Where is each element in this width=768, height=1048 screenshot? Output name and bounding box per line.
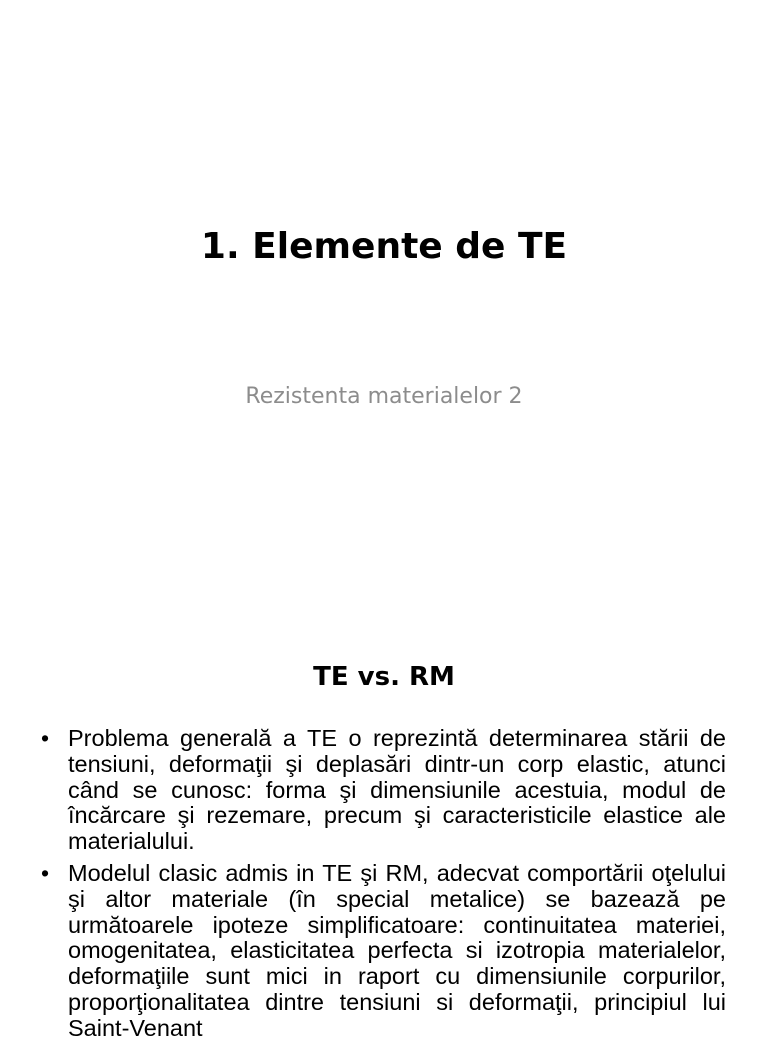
slide-subtitle: Rezistenta materialelor 2 xyxy=(245,384,523,409)
slide-title: 1. Elemente de TE xyxy=(200,226,568,267)
bullet-text: Modelul clasic admis in TE şi RM, adecvat comportării oţelului şi altor materiale (în special metalice) se bazează pe următoarele ipoteze simplificatoare: continuitatea materiei, omogenitatea, elasticitatea perfecta si izotropia materialelor, deformaţiile sunt mici in raport cu dimensiunile corpurilor, proporţionalitatea dintre tensiuni si deformaţii, principiul lui Saint-Venant xyxy=(68,859,726,1041)
content-slide xyxy=(0,576,768,1041)
slide-title: TE vs. RM xyxy=(313,662,455,692)
bullet-list xyxy=(40,726,726,1048)
bullet-marker: • xyxy=(41,725,50,751)
bullet-marker: • xyxy=(41,859,50,886)
bullet-item xyxy=(40,861,726,1042)
bullet-text: Problema generală a TE o reprezintă determinarea stării de tensiuni, deformaţii şi deplasări dintr-un corp elastic, atunci când se cunosc: forma şi dimensiunile acestuia, modul de încărcare şi rezemare, precum şi caracteristicile elastice ale materialului. xyxy=(68,725,726,855)
bullet-item xyxy=(40,726,726,855)
